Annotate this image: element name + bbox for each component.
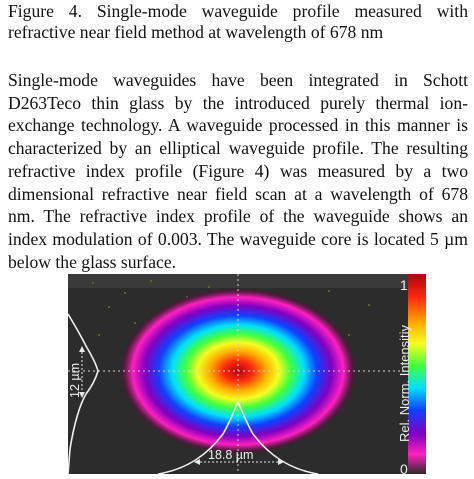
figure-caption: Figure 4. Single-mode waveguide profile measured with refractive near field method at wavelength of 678 nm [8,1,468,42]
colorbar-bottom-tick: 0 [400,461,408,474]
body-paragraph: Single-mode waveguides have been integrated in Schott D263Teco thin glass by the introduced purely thermal ion-exchange technology. A waveguide processed in this manner is characterized by an elliptical waveguide profile. The resulting refractive index profile (Figure 4) was measured by a two dimensional refractive near field scan at a wavelength of 678 nm. The refractive index profile of the waveguide shows an index modulation of 0.003. The waveguide core is located 5 µm below the glass surface. [8,70,468,272]
colorbar-top-tick: 1 [400,277,408,293]
horizontal-width-label: 18.8 µm [208,448,254,462]
colorbar-axis-label: Rel. Norm. Intensitiy [397,324,412,442]
colorbar-labels [392,274,416,474]
waveguide-intensity-figure [68,274,408,474]
vertical-width-label: 12 µm [68,363,82,398]
